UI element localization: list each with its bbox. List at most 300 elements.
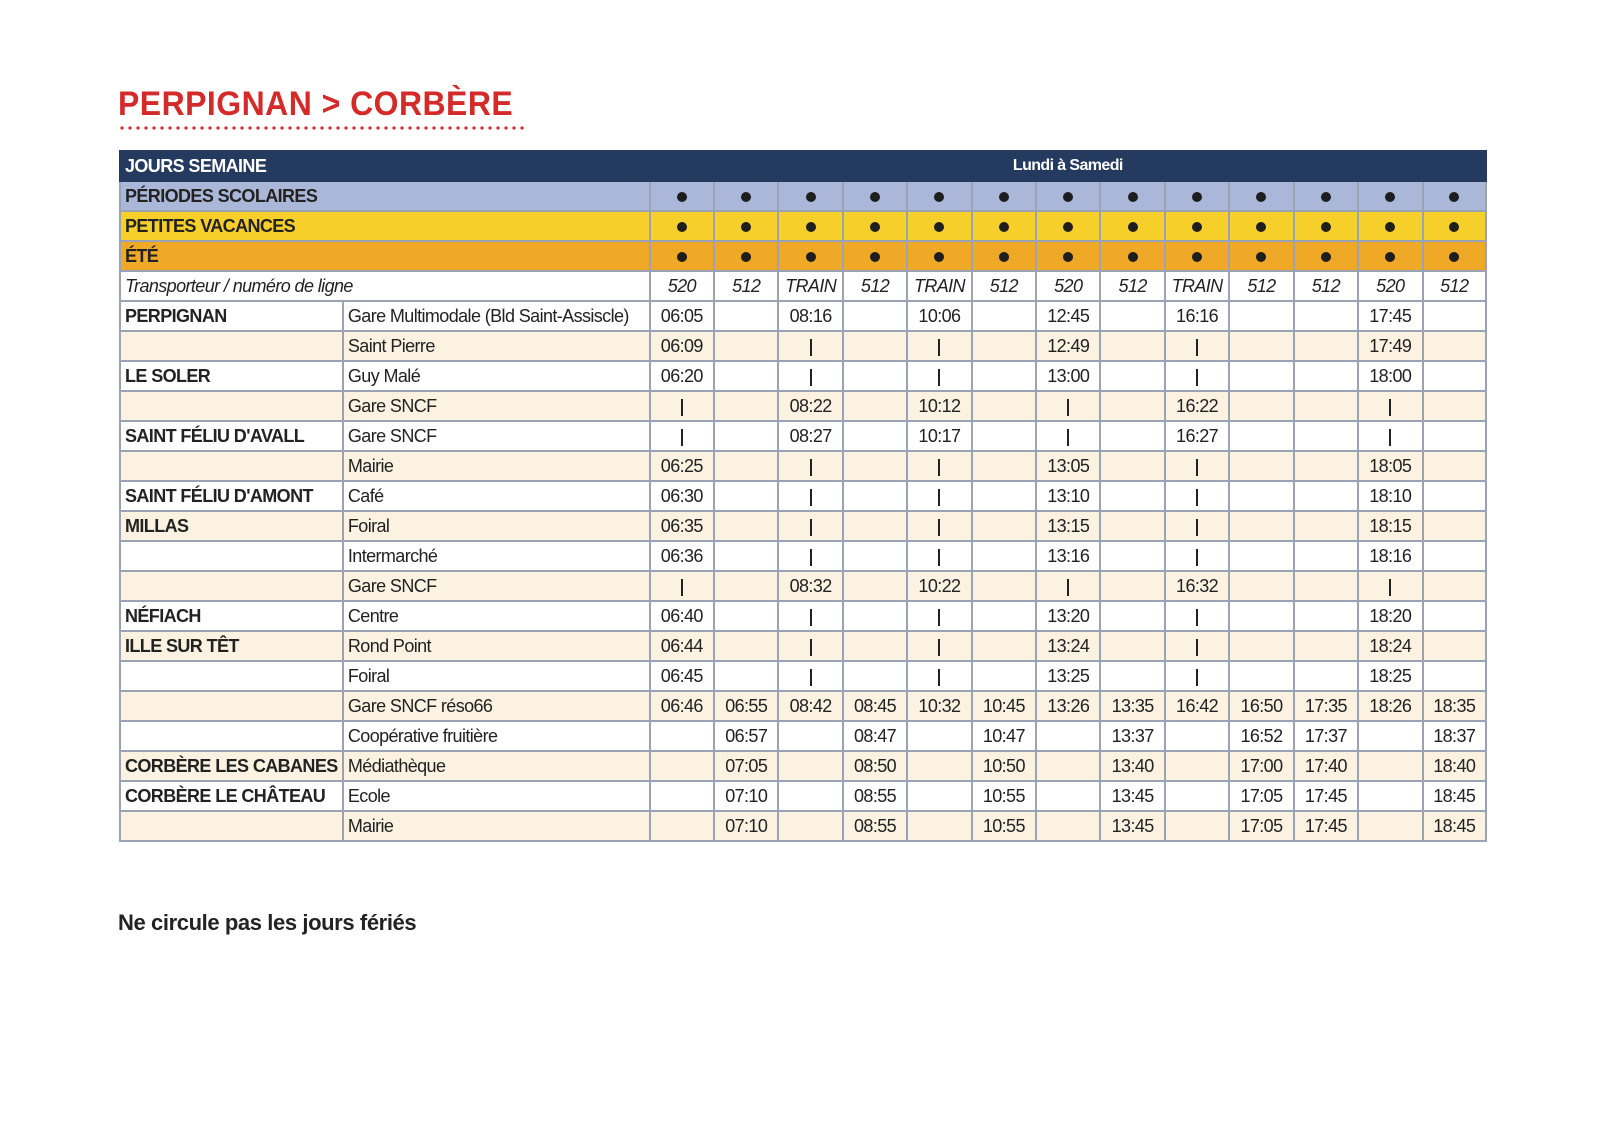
service-dot-cell	[1358, 211, 1422, 241]
line-number: 520	[1036, 271, 1100, 301]
departure-time	[1229, 511, 1293, 541]
departure-time: 18:26	[1358, 691, 1422, 721]
passes-through-icon	[1196, 609, 1198, 626]
departure-time: 17:05	[1229, 811, 1293, 841]
departure-time: 13:45	[1100, 811, 1164, 841]
passes-through-cell	[1165, 541, 1229, 571]
departure-time: 12:45	[1036, 301, 1100, 331]
departure-time	[843, 391, 907, 421]
departure-time: 08:42	[778, 691, 842, 721]
bullet-icon	[1128, 222, 1138, 232]
service-dot-cell	[843, 241, 907, 271]
bullet-icon	[1256, 192, 1266, 202]
departure-time	[1423, 481, 1487, 511]
passes-through-cell	[1165, 661, 1229, 691]
departure-time: 07:10	[714, 781, 778, 811]
bullet-icon	[1321, 222, 1331, 232]
departure-time	[1294, 601, 1358, 631]
town-name	[120, 721, 343, 751]
passes-through-icon	[810, 459, 812, 476]
passes-through-icon	[938, 489, 940, 506]
bullet-icon	[1256, 252, 1266, 262]
title-underline	[118, 126, 528, 130]
passes-through-cell	[907, 361, 971, 391]
departure-time: 06:25	[650, 451, 714, 481]
passes-through-icon	[810, 489, 812, 506]
departure-time	[1423, 601, 1487, 631]
departure-time	[1294, 631, 1358, 661]
departure-time	[972, 301, 1036, 331]
passes-through-cell	[1165, 331, 1229, 361]
bullet-icon	[677, 222, 687, 232]
stop-row	[120, 631, 1486, 661]
departure-time	[1100, 511, 1164, 541]
departure-time: 18:45	[1423, 811, 1487, 841]
departure-time	[1165, 811, 1229, 841]
stop-row	[120, 751, 1486, 781]
period-label: PETITES VACANCES	[120, 211, 650, 241]
departure-time	[972, 331, 1036, 361]
stop-name: Intermarché	[343, 541, 650, 571]
passes-through-cell	[1165, 361, 1229, 391]
departure-time	[972, 571, 1036, 601]
departure-time	[1165, 781, 1229, 811]
bullet-icon	[1063, 192, 1073, 202]
departure-time	[1358, 721, 1422, 751]
departure-time: 17:05	[1229, 781, 1293, 811]
departure-time	[843, 631, 907, 661]
departure-time	[714, 301, 778, 331]
passes-through-cell	[1165, 481, 1229, 511]
departure-time	[972, 391, 1036, 421]
departure-time	[714, 361, 778, 391]
departure-time	[1229, 421, 1293, 451]
departure-time	[1423, 541, 1487, 571]
bullet-icon	[1256, 222, 1266, 232]
departure-time	[1294, 541, 1358, 571]
stop-row	[120, 451, 1486, 481]
town-name: PERPIGNAN	[120, 301, 343, 331]
departure-time	[972, 481, 1036, 511]
departure-time: 06:20	[650, 361, 714, 391]
departure-time	[650, 751, 714, 781]
departure-time: 06:46	[650, 691, 714, 721]
passes-through-icon	[1196, 339, 1198, 356]
departure-time: 13:24	[1036, 631, 1100, 661]
passes-through-icon	[681, 579, 683, 596]
bullet-icon	[1192, 192, 1202, 202]
town-name: CORBÈRE LES CABANES	[120, 751, 343, 781]
departure-time	[1294, 511, 1358, 541]
departure-time: 06:45	[650, 661, 714, 691]
departure-time: 08:16	[778, 301, 842, 331]
departure-time: 17:49	[1358, 331, 1422, 361]
departure-time	[1229, 361, 1293, 391]
departure-time: 10:45	[972, 691, 1036, 721]
bullet-icon	[1385, 252, 1395, 262]
passes-through-cell	[778, 631, 842, 661]
service-dot-cell	[1423, 241, 1487, 271]
bullet-icon	[934, 192, 944, 202]
departure-time: 17:40	[1294, 751, 1358, 781]
passes-through-icon	[1067, 399, 1069, 416]
bullet-icon	[741, 192, 751, 202]
service-dot-cell	[907, 211, 971, 241]
departure-time	[907, 811, 971, 841]
bullet-icon	[999, 192, 1009, 202]
stop-row	[120, 481, 1486, 511]
departure-time	[1100, 661, 1164, 691]
departure-time	[714, 601, 778, 631]
departure-time	[714, 541, 778, 571]
line-number: 520	[1358, 271, 1422, 301]
departure-time	[1294, 481, 1358, 511]
departure-time	[1423, 571, 1487, 601]
departure-time	[714, 421, 778, 451]
departure-time: 13:20	[1036, 601, 1100, 631]
passes-through-cell	[778, 361, 842, 391]
departure-time: 18:15	[1358, 511, 1422, 541]
departure-time: 13:40	[1100, 751, 1164, 781]
passes-through-icon	[1067, 579, 1069, 596]
departure-time: 16:52	[1229, 721, 1293, 751]
passes-through-icon	[1196, 669, 1198, 686]
passes-through-cell	[1165, 601, 1229, 631]
passes-through-icon	[938, 339, 940, 356]
service-dot-cell	[1100, 241, 1164, 271]
passes-through-cell	[907, 541, 971, 571]
departure-time: 18:25	[1358, 661, 1422, 691]
departure-time	[1423, 661, 1487, 691]
departure-time	[1229, 451, 1293, 481]
service-dot-cell	[778, 211, 842, 241]
line-numbers-label: Transporteur / numéro de ligne	[120, 271, 650, 301]
bullet-icon	[1192, 222, 1202, 232]
period-label: ÉTÉ	[120, 241, 650, 271]
passes-through-cell	[1036, 571, 1100, 601]
departure-time: 08:55	[843, 811, 907, 841]
departure-time: 10:22	[907, 571, 971, 601]
passes-through-icon	[938, 519, 940, 536]
passes-through-icon	[1196, 369, 1198, 386]
stop-row	[120, 511, 1486, 541]
passes-through-cell	[778, 481, 842, 511]
departure-time	[843, 301, 907, 331]
town-name	[120, 661, 343, 691]
town-name: MILLAS	[120, 511, 343, 541]
departure-time	[1229, 631, 1293, 661]
service-dot-cell	[1358, 241, 1422, 271]
departure-time	[778, 811, 842, 841]
departure-time: 10:32	[907, 691, 971, 721]
departure-time: 13:25	[1036, 661, 1100, 691]
departure-time	[1100, 601, 1164, 631]
departure-time	[1423, 451, 1487, 481]
stop-name: Gare SNCF	[343, 391, 650, 421]
departure-time	[714, 331, 778, 361]
departure-time	[650, 721, 714, 751]
departure-time: 18:37	[1423, 721, 1487, 751]
bullet-icon	[1192, 252, 1202, 262]
departure-time	[1229, 391, 1293, 421]
stop-name: Gare SNCF réso66	[343, 691, 650, 721]
departure-time: 13:05	[1036, 451, 1100, 481]
departure-time: 06:09	[650, 331, 714, 361]
departure-time: 06:55	[714, 691, 778, 721]
departure-time: 13:35	[1100, 691, 1164, 721]
departure-time: 18:20	[1358, 601, 1422, 631]
stop-name: Médiathèque	[343, 751, 650, 781]
period-label: PÉRIODES SCOLAIRES	[120, 181, 650, 211]
stop-row	[120, 721, 1486, 751]
departure-time	[1423, 391, 1487, 421]
passes-through-cell	[778, 511, 842, 541]
departure-time	[843, 331, 907, 361]
passes-through-cell	[1358, 571, 1422, 601]
departure-time: 16:22	[1165, 391, 1229, 421]
line-number: 520	[650, 271, 714, 301]
passes-through-cell	[907, 511, 971, 541]
departure-time: 17:45	[1294, 811, 1358, 841]
departure-time: 06:35	[650, 511, 714, 541]
departure-time	[972, 511, 1036, 541]
service-dot-cell	[714, 241, 778, 271]
passes-through-icon	[810, 369, 812, 386]
bullet-icon	[677, 252, 687, 262]
service-dot-cell	[1423, 211, 1487, 241]
departure-time: 18:00	[1358, 361, 1422, 391]
service-dot-cell	[650, 211, 714, 241]
stop-row	[120, 571, 1486, 601]
departure-time: 08:47	[843, 721, 907, 751]
passes-through-icon	[938, 609, 940, 626]
service-dot-cell	[1036, 241, 1100, 271]
departure-time	[1294, 331, 1358, 361]
departure-time	[1294, 421, 1358, 451]
stop-row	[120, 331, 1486, 361]
departure-time: 08:55	[843, 781, 907, 811]
service-dot-cell	[1229, 211, 1293, 241]
line-number: 512	[1294, 271, 1358, 301]
departure-time	[1100, 541, 1164, 571]
departure-time	[1036, 811, 1100, 841]
departure-time: 08:22	[778, 391, 842, 421]
stop-row	[120, 361, 1486, 391]
departure-time	[1100, 361, 1164, 391]
departure-time: 18:16	[1358, 541, 1422, 571]
passes-through-icon	[938, 549, 940, 566]
departure-time	[1358, 751, 1422, 781]
passes-through-cell	[1358, 391, 1422, 421]
departure-time	[1294, 361, 1358, 391]
bullet-icon	[934, 222, 944, 232]
stop-name: Coopérative fruitière	[343, 721, 650, 751]
departure-time: 16:42	[1165, 691, 1229, 721]
stop-name: Café	[343, 481, 650, 511]
departure-time	[907, 721, 971, 751]
passes-through-cell	[650, 571, 714, 601]
departure-time: 10:55	[972, 781, 1036, 811]
service-dot-cell	[778, 181, 842, 211]
departure-time	[972, 361, 1036, 391]
departure-time	[714, 511, 778, 541]
passes-through-icon	[1196, 489, 1198, 506]
stop-name: Gare SNCF	[343, 571, 650, 601]
departure-time	[1229, 571, 1293, 601]
service-dot-cell	[1036, 211, 1100, 241]
bullet-icon	[741, 252, 751, 262]
service-dot-cell	[1229, 241, 1293, 271]
departure-time: 07:10	[714, 811, 778, 841]
departure-time: 18:35	[1423, 691, 1487, 721]
departure-time: 13:10	[1036, 481, 1100, 511]
departure-time	[778, 781, 842, 811]
departure-time	[1423, 631, 1487, 661]
departure-time: 13:37	[1100, 721, 1164, 751]
departure-time	[1294, 571, 1358, 601]
departure-time: 18:10	[1358, 481, 1422, 511]
departure-time: 17:37	[1294, 721, 1358, 751]
service-dot-cell	[1294, 211, 1358, 241]
departure-time	[1229, 601, 1293, 631]
passes-through-cell	[907, 631, 971, 661]
departure-time	[972, 451, 1036, 481]
passes-through-cell	[778, 451, 842, 481]
town-name: NÉFIACH	[120, 601, 343, 631]
departure-time	[714, 661, 778, 691]
stop-name: Mairie	[343, 451, 650, 481]
bullet-icon	[1321, 192, 1331, 202]
line-number: 512	[1229, 271, 1293, 301]
departure-time	[1358, 811, 1422, 841]
service-dot-cell	[1165, 181, 1229, 211]
departure-time: 13:15	[1036, 511, 1100, 541]
passes-through-icon	[1067, 429, 1069, 446]
passes-through-cell	[907, 331, 971, 361]
departure-time: 08:45	[843, 691, 907, 721]
departure-time	[1294, 391, 1358, 421]
bullet-icon	[806, 252, 816, 262]
departure-time	[843, 451, 907, 481]
bullet-icon	[1128, 252, 1138, 262]
stop-name: Guy Malé	[343, 361, 650, 391]
days-label: Lundi à Samedi	[650, 151, 1486, 181]
departure-time: 17:35	[1294, 691, 1358, 721]
departure-time	[1100, 451, 1164, 481]
stop-row	[120, 811, 1486, 841]
passes-through-cell	[778, 601, 842, 631]
periodes-scolaires-row	[120, 181, 1486, 211]
timetable	[119, 150, 1487, 842]
town-name	[120, 541, 343, 571]
passes-through-icon	[1389, 579, 1391, 596]
departure-time: 16:32	[1165, 571, 1229, 601]
passes-through-icon	[810, 519, 812, 536]
departure-time	[714, 391, 778, 421]
departure-time	[714, 481, 778, 511]
passes-through-icon	[1196, 549, 1198, 566]
departure-time	[843, 661, 907, 691]
departure-time	[843, 421, 907, 451]
page-title: PERPIGNAN > CORBÈRE	[118, 85, 514, 123]
departure-time	[1229, 331, 1293, 361]
departure-time: 18:45	[1423, 781, 1487, 811]
petites-vacances-row	[120, 211, 1486, 241]
departure-time: 18:05	[1358, 451, 1422, 481]
departure-time: 16:16	[1165, 301, 1229, 331]
departure-time	[972, 421, 1036, 451]
departure-time: 16:50	[1229, 691, 1293, 721]
line-number: 512	[1100, 271, 1164, 301]
line-number: 512	[1423, 271, 1487, 301]
departure-time	[1165, 751, 1229, 781]
departure-time: 10:50	[972, 751, 1036, 781]
bullet-icon	[870, 222, 880, 232]
stop-name: Ecole	[343, 781, 650, 811]
service-dot-cell	[972, 241, 1036, 271]
departure-time	[1100, 631, 1164, 661]
departure-time	[1100, 571, 1164, 601]
passes-through-icon	[1389, 399, 1391, 416]
service-dot-cell	[907, 181, 971, 211]
bullet-icon	[999, 222, 1009, 232]
departure-time: 10:06	[907, 301, 971, 331]
departure-time: 17:00	[1229, 751, 1293, 781]
stop-row	[120, 661, 1486, 691]
departure-time: 10:55	[972, 811, 1036, 841]
passes-through-icon	[938, 639, 940, 656]
stop-name: Rond Point	[343, 631, 650, 661]
service-dot-cell	[778, 241, 842, 271]
stop-row	[120, 391, 1486, 421]
passes-through-cell	[650, 391, 714, 421]
line-number: 512	[972, 271, 1036, 301]
footnote: Ne circule pas les jours fériés	[118, 910, 417, 935]
departure-time	[1165, 721, 1229, 751]
bullet-icon	[1449, 192, 1459, 202]
departure-time	[650, 781, 714, 811]
passes-through-cell	[907, 601, 971, 631]
town-name	[120, 691, 343, 721]
passes-through-cell	[1165, 451, 1229, 481]
departure-time	[843, 511, 907, 541]
service-dot-cell	[1294, 181, 1358, 211]
service-dot-cell	[843, 211, 907, 241]
passes-through-icon	[938, 369, 940, 386]
departure-time	[907, 781, 971, 811]
departure-time: 10:12	[907, 391, 971, 421]
service-dot-cell	[650, 181, 714, 211]
departure-time	[1294, 301, 1358, 331]
passes-through-cell	[1165, 511, 1229, 541]
departure-time: 17:45	[1294, 781, 1358, 811]
bullet-icon	[870, 252, 880, 262]
bullet-icon	[1063, 222, 1073, 232]
service-dot-cell	[650, 241, 714, 271]
line-numbers-row	[120, 271, 1486, 301]
departure-time	[778, 751, 842, 781]
departure-time	[843, 601, 907, 631]
passes-through-cell	[650, 421, 714, 451]
bullet-icon	[741, 222, 751, 232]
bullet-icon	[1128, 192, 1138, 202]
passes-through-cell	[778, 541, 842, 571]
ete-row	[120, 241, 1486, 271]
passes-through-icon	[938, 669, 940, 686]
line-number: 512	[714, 271, 778, 301]
stop-name: Saint Pierre	[343, 331, 650, 361]
departure-time: 06:36	[650, 541, 714, 571]
